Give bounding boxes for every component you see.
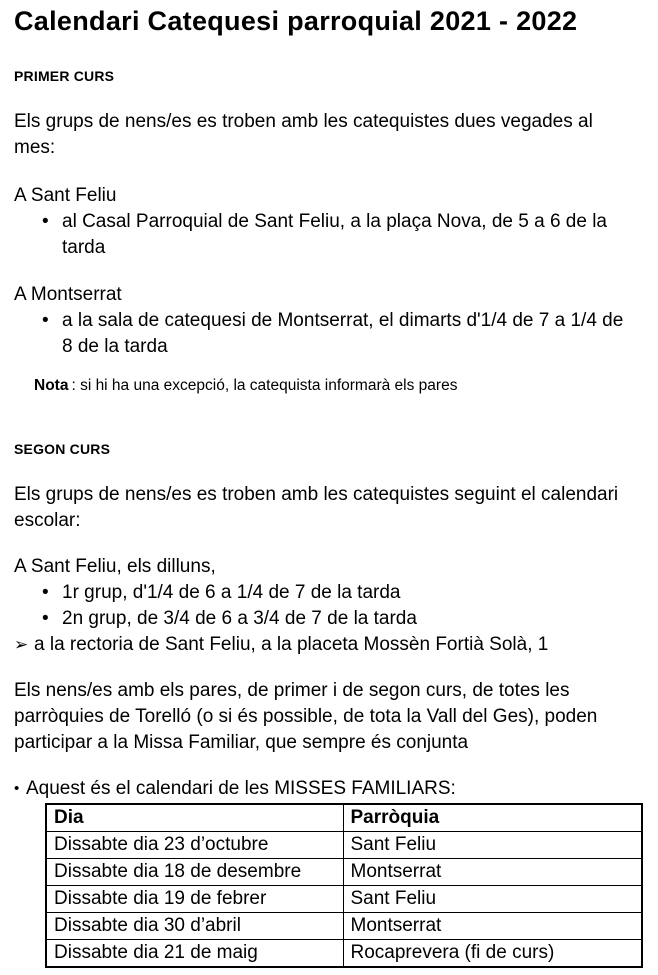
list-item-text: 2n grup, de 3/4 de 6 a 3/4 de 7 de la tarda	[62, 608, 417, 629]
cell-parroquia: Montserrat	[343, 913, 642, 940]
cell-parroquia: Sant Feliu	[343, 886, 642, 913]
list-item	[14, 580, 631, 606]
bullet-icon: •	[42, 608, 49, 629]
page-title: Calendari Catequesi parroquial 2021 - 2022	[14, 6, 578, 36]
bullet-icon: •	[42, 310, 49, 331]
bullet-icon: •	[14, 780, 20, 797]
table-row	[46, 832, 642, 859]
location-label-montserrat: A Montserrat	[14, 284, 122, 305]
section-heading-primer-curs: PRIMER CURS	[14, 68, 115, 84]
venue-text: a la rectoria de Sant Feliu, a la placeta Mossèn Fortià Solà, 1	[34, 634, 549, 655]
list-item-venue	[14, 632, 631, 658]
calendar-intro	[14, 776, 631, 802]
cell-dia: Dissabte dia 21 de maig	[46, 940, 343, 968]
primer-curs-intro: Els grups de nens/es es troben amb les catequistes dues vegades al mes:	[14, 111, 593, 158]
misses-familiars-table	[45, 803, 643, 968]
cell-dia: Dissabte dia 30 d’abril	[46, 913, 343, 940]
note-label: Nota	[34, 377, 69, 394]
table-row	[46, 940, 642, 968]
cell-dia: Dissabte dia 23 d’octubre	[46, 832, 343, 859]
note-text: : si hi ha una excepció, la catequista informarà els pares	[71, 377, 458, 394]
cell-parroquia: Montserrat	[343, 859, 642, 886]
table-header-row	[46, 804, 642, 832]
bullet-icon: •	[42, 582, 49, 603]
cell-dia: Dissabte dia 19 de febrer	[46, 886, 343, 913]
list-item	[14, 209, 631, 261]
cell-dia: Dissabte dia 18 de desembre	[46, 859, 343, 886]
list-item	[14, 606, 631, 632]
table-row	[46, 886, 642, 913]
location-label-sant-feliu: A Sant Feliu	[14, 185, 117, 206]
table-row	[46, 859, 642, 886]
arrow-bullet-icon: ➢	[14, 635, 29, 654]
cell-parroquia: Rocaprevera (fi de curs)	[343, 940, 642, 968]
list-item-text: a la sala de catequesi de Montserrat, el dimarts d'1/4 de 7 a 1/4 de 8 de la tarda	[62, 310, 624, 357]
section-heading-segon-curs: SEGON CURS	[14, 441, 111, 457]
table-row	[46, 913, 642, 940]
location-label-sant-feliu-dilluns: A Sant Feliu, els dilluns,	[14, 556, 216, 577]
list-item	[14, 308, 631, 360]
bullet-icon: •	[42, 211, 49, 232]
cell-parroquia: Sant Feliu	[343, 832, 642, 859]
segon-curs-intro: Els grups de nens/es es troben amb les catequistes seguint el calendari escolar:	[14, 484, 619, 531]
list-item-text: 1r grup, d'1/4 de 6 a 1/4 de 7 de la tarda	[62, 582, 401, 603]
column-header-dia: Dia	[46, 804, 343, 832]
column-header-parroquia: Parròquia	[343, 804, 642, 832]
missa-familiar-paragraph: Els nens/es amb els pares, de primer i de segon curs, de totes les parròquies de Torelló (o si és possible, de tota la Vall del Ges), poden participar a la Missa Familiar, que sempre és conjunta	[14, 680, 598, 753]
list-item-text: al Casal Parroquial de Sant Feliu, a la plaça Nova, de 5 a 6 de la tarda	[62, 211, 607, 258]
note	[14, 376, 631, 396]
calendar-intro-text: Aquest és el calendari de les MISSES FAMILIARS:	[26, 778, 456, 799]
